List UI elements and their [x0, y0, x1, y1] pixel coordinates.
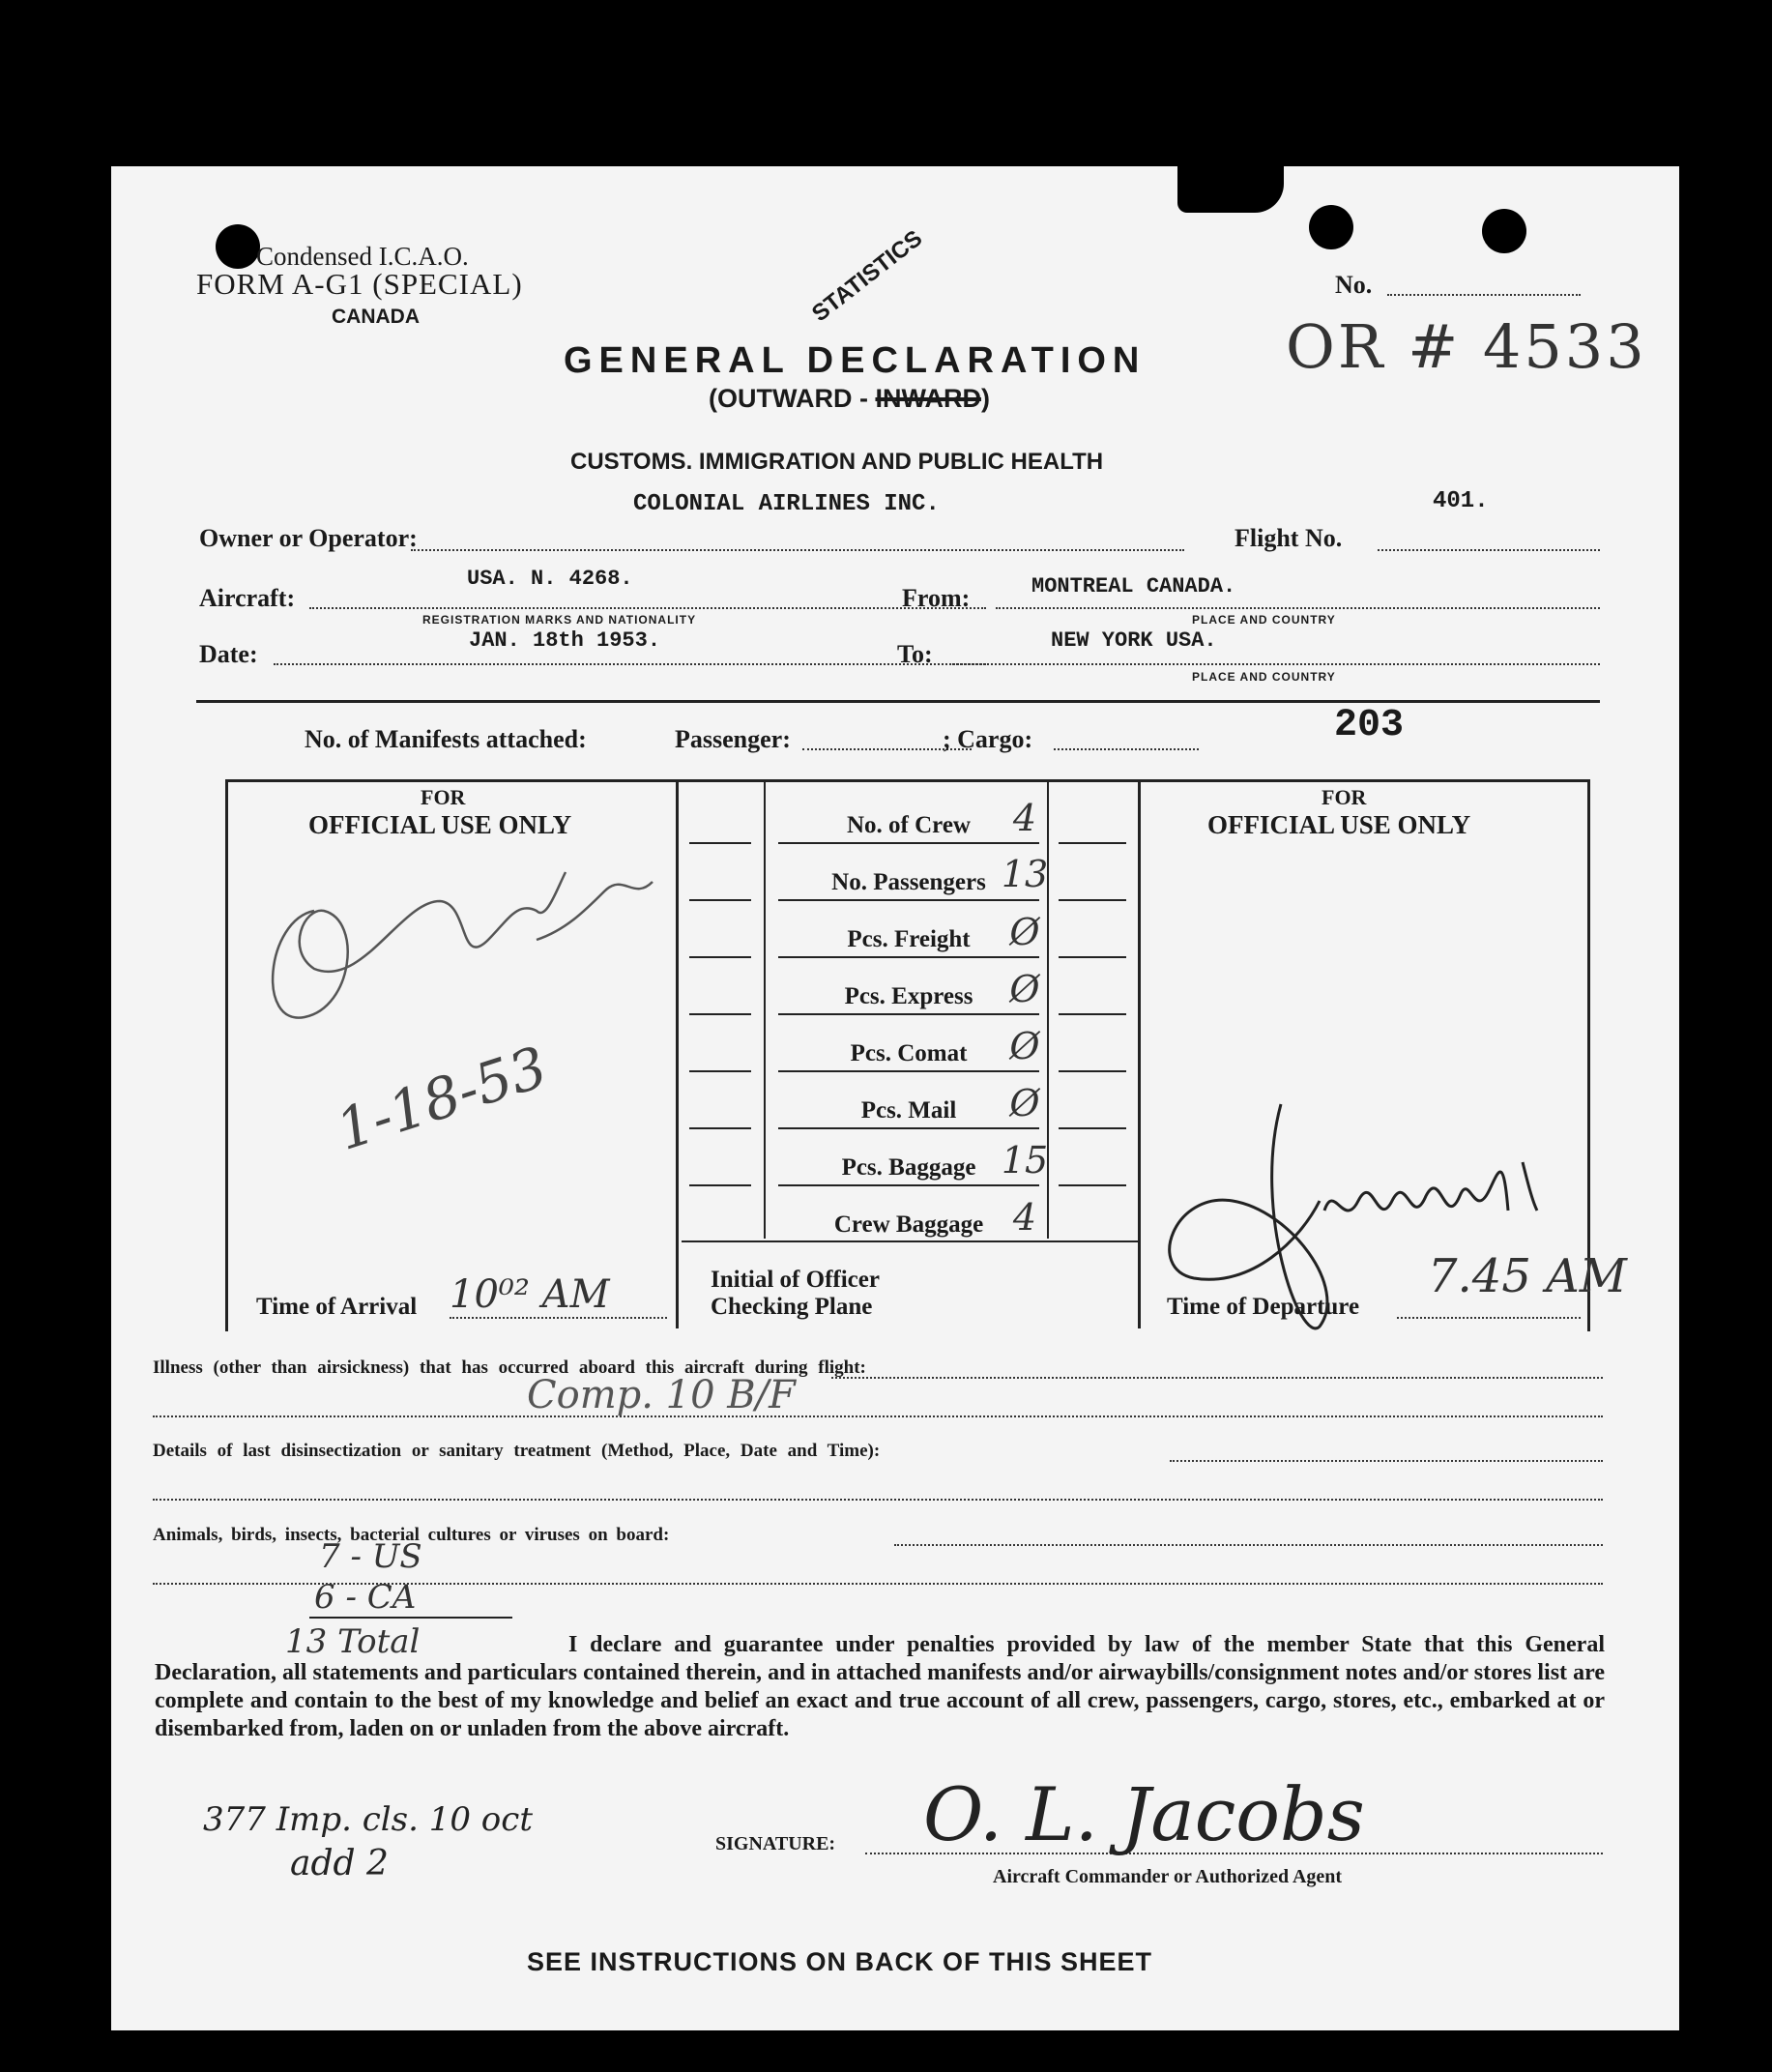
tally-ca: 6 - CA — [314, 1578, 417, 1617]
disinsect-line-2 — [153, 1499, 1603, 1501]
punch-hole-left — [216, 224, 260, 269]
note-add: add 2 — [290, 1844, 389, 1883]
row-value: Ø — [1009, 911, 1040, 953]
departure-value: 7.45 AM — [1428, 1249, 1627, 1303]
from-line — [996, 607, 1600, 609]
punch-hole-right — [1482, 209, 1526, 253]
to-label: To: — [897, 640, 933, 668]
row-value: Ø — [1009, 1025, 1040, 1067]
arrival-value: 10⁰² AM — [450, 1272, 610, 1317]
tally-total: 13 Total — [285, 1622, 421, 1661]
aircraft-label: Aircraft: — [199, 584, 296, 612]
from-value: MONTREAL CANADA. — [1031, 574, 1236, 598]
form-title: GENERAL DECLARATION — [564, 340, 1147, 381]
declaration-text: I declare and guarantee under penalties provided by law of the member State that this General Declaration, all statements and particulars contained therein, and in attached manifests and/or airwaybills/consignment notes and/or stores list are complete and contain to the best of my knowledge and belief an exact and true account of all crew, passengers, cargo, stores, etc., embarked at or disembarked from, laden on or unladen from the above aircraft. — [155, 1632, 1605, 1741]
box-divider-right — [1138, 779, 1141, 1328]
aircraft-caption: REGISTRATION MARKS AND NATIONALITY — [422, 613, 697, 627]
inspector-date: 1-18-53 — [328, 1034, 555, 1163]
row-label: Pcs. Mail — [860, 1097, 957, 1124]
form-subtitle — [709, 384, 990, 414]
illness-handwritten: Comp. 10 B/F — [527, 1373, 796, 1417]
serial-number-handwritten: OR # 4533 — [1286, 311, 1647, 382]
illness-line-1 — [831, 1377, 1603, 1379]
disinsect-label: Details of last disinsectization or sanitary treatment (Method, Place, Date and Time): — [153, 1441, 881, 1461]
illness-line-2 — [153, 1415, 1603, 1417]
initial-label-1: Initial of Officer — [711, 1267, 880, 1293]
no-label: No. — [1335, 271, 1373, 299]
tally-us: 7 - US — [319, 1537, 422, 1576]
to-value: NEW YORK USA. — [1051, 628, 1217, 653]
aircraft-line — [309, 607, 986, 609]
manifest-number: 203 — [1334, 704, 1405, 747]
condensed-icao: Condensed I.C.A.O. — [256, 242, 469, 271]
to-caption: PLACE AND COUNTRY — [1192, 670, 1336, 684]
from-caption: PLACE AND COUNTRY — [1192, 613, 1336, 627]
row-label: Pcs. Baggage — [841, 1154, 976, 1181]
row-value: 4 — [1012, 1196, 1037, 1239]
torn-notch — [1177, 166, 1284, 213]
header-divider — [196, 700, 1600, 703]
official-use-left: OFFICIAL USE ONLY — [308, 810, 572, 839]
cargo-line — [1054, 748, 1199, 750]
animals-label: Animals, birds, insects, bacterial cultures or viruses on board: — [153, 1525, 670, 1545]
row-value: Ø — [1009, 1082, 1040, 1124]
note-imp-cls: 377 Imp. cls. 10 oct — [203, 1800, 533, 1839]
from-label: From: — [902, 584, 971, 612]
disinsect-line-1 — [1170, 1460, 1603, 1462]
commander-signature: O. L. Jacobs — [923, 1771, 1365, 1857]
signature-label: SIGNATURE: — [715, 1833, 836, 1854]
row-value: 13 — [1001, 853, 1049, 895]
initials-divider — [682, 1240, 1138, 1242]
date-label: Date: — [199, 640, 258, 668]
arrival-line — [450, 1317, 667, 1319]
row-label: Pcs. Comat — [850, 1040, 968, 1066]
for-left: FOR — [421, 785, 466, 809]
punch-hole-mid — [1309, 205, 1353, 249]
row-label: Pcs. Express — [844, 983, 973, 1009]
to-line — [952, 663, 1600, 665]
flight-line — [1378, 549, 1600, 551]
illness-label: Illness (other than airsickness) that has occurred aboard this aircraft during flight: — [153, 1357, 866, 1378]
date-line — [274, 663, 986, 665]
form-country: CANADA — [332, 306, 420, 328]
aircraft-value: USA. N. 4268. — [467, 567, 633, 591]
signature-caption: Aircraft Commander or Authorized Agent — [993, 1866, 1343, 1887]
row-label: Pcs. Freight — [847, 926, 971, 952]
row-label: No. Passengers — [831, 869, 986, 895]
flight-value: 401. — [1433, 488, 1489, 514]
box-divider-left — [676, 779, 679, 1328]
date-value: JAN. 18th 1953. — [469, 628, 661, 653]
form-number: FORM A-G1 (SPECIAL) — [196, 267, 523, 301]
statistics-stamp: STATISTICS — [807, 224, 928, 328]
cargo-label: ; Cargo: — [943, 725, 1033, 753]
box-divider-initials — [764, 779, 766, 1239]
flight-label: Flight No. — [1235, 524, 1343, 552]
manifests-label: No. of Manifests attached: — [305, 725, 587, 753]
footer-instructions: SEE INSTRUCTIONS ON BACK OF THIS SHEET — [527, 1947, 1153, 1976]
no-line — [1387, 294, 1581, 296]
arrival-label: Time of Arrival — [256, 1294, 418, 1320]
owner-line — [411, 549, 1184, 551]
passenger-label: Passenger: — [675, 725, 791, 753]
subtitle-close: ) — [980, 384, 990, 413]
for-right: FOR — [1322, 785, 1367, 809]
official-use-right: OFFICIAL USE ONLY — [1207, 810, 1471, 839]
tally-underline — [309, 1617, 512, 1619]
row-label: Crew Baggage — [833, 1211, 984, 1238]
initial-label-2: Checking Plane — [711, 1294, 873, 1320]
animals-line-1 — [894, 1544, 1603, 1546]
owner-value: COLONIAL AIRLINES INC. — [633, 491, 940, 517]
subtitle-inward-struck: INWARD — [875, 384, 981, 413]
inspector-signature-left — [247, 833, 672, 1085]
departments-heading: CUSTOMS. IMMIGRATION AND PUBLIC HEALTH — [570, 449, 1104, 475]
row-value: Ø — [1009, 968, 1040, 1010]
row-value: 4 — [1012, 797, 1037, 839]
subtitle-outward: (OUTWARD - — [709, 384, 876, 413]
departure-label: Time of Departure — [1167, 1294, 1360, 1320]
declaration-form — [111, 166, 1679, 2030]
row-label: No. of Crew — [847, 812, 971, 838]
row-value: 15 — [1001, 1139, 1049, 1182]
owner-label: Owner or Operator: — [199, 524, 418, 552]
inspector-signature-right — [1155, 1094, 1590, 1356]
